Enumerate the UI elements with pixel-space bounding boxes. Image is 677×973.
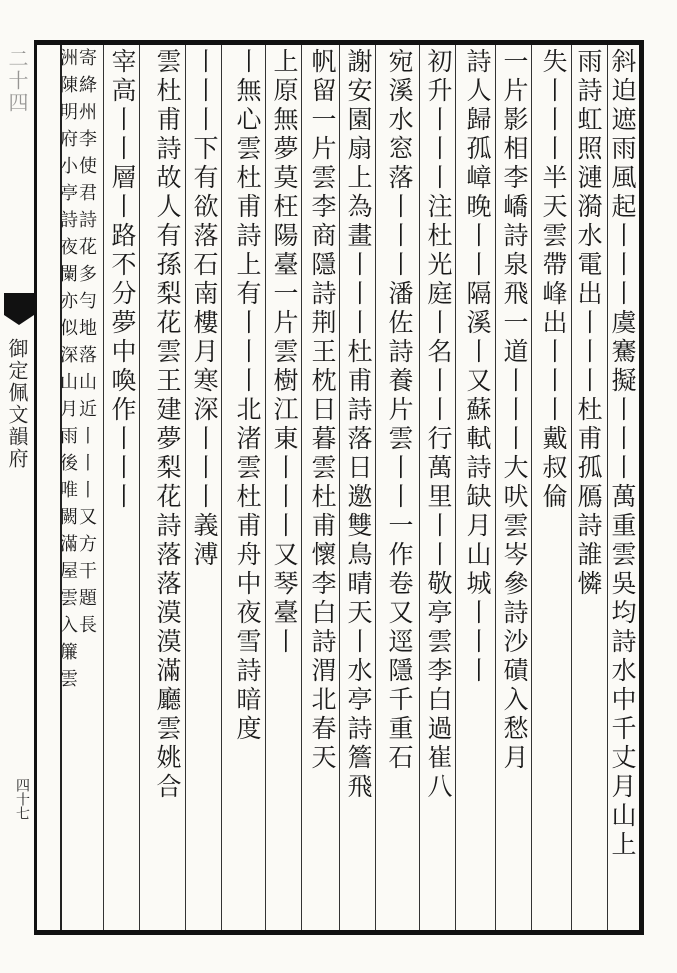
column-rule: [301, 45, 302, 930]
text-column-7: 宛溪水窓落丨丨丨潘佐詩養片雲丨丨一作卷又逕隱千重石: [385, 48, 414, 773]
frame-left-border: [34, 40, 37, 935]
text-column-1: 斜迫遮雨風起丨丨丨虞騫擬丨丨丨萬重雲吳均詩水中千丈月山上: [608, 48, 637, 860]
page-number: 四十七: [14, 778, 30, 820]
column-rule: [531, 45, 532, 930]
column-rule: [139, 45, 140, 930]
frame-right-border: [639, 40, 644, 935]
book-title: 御定佩文韻府: [5, 338, 29, 470]
column-rule: [455, 45, 456, 930]
column-rule: [339, 45, 340, 930]
text-column-6: 初升丨丨丨注杜光庭丨名丨丨行萬里丨丨敬亭雲李白過崔八: [424, 48, 453, 802]
margin-head-fragment: 二十四: [5, 48, 29, 114]
text-column-2: 雨詩虹照漣漪水電出丨丨丨杜甫孤鴈詩誰憐: [574, 48, 603, 599]
text-column-3: 失丨丨丨半天雲帶峰出丨丨丨戴叔倫: [539, 48, 568, 512]
column-rule: [103, 45, 104, 930]
column-rule: [221, 45, 222, 930]
column-rule: [419, 45, 420, 930]
frame-bottom-border: [34, 930, 644, 935]
column-rule: [375, 45, 376, 930]
text-column-4: 一片影相李嶠詩泉飛一道丨丨丨大吠雲岑參詩沙磧入愁月: [500, 48, 529, 773]
text-column-14: 宰高丨丨層丨路不分夢中喚作丨丨丨: [108, 48, 137, 512]
text-column-9: 帆留一片雲李商隱詩荆王枕日暮雲杜甫懷李白詩渭北春天: [308, 48, 337, 773]
text-column-12: 丨丨丨下有欲落石南樓月寒深丨丨丨義溥: [190, 48, 219, 570]
book-margin: [4, 48, 32, 928]
column-rule: [265, 45, 266, 930]
text-column-10: 上原無夢莫枉陽臺一片雲樹江東丨丨丨又琴臺丨: [270, 48, 299, 657]
text-column-8: 謝安園扇上為畫丨丨丨杜甫詩落日邀雙鳥晴天丨水亭詩簷飛: [344, 48, 373, 802]
text-column-16: 洲陳明府小亭詩夜闌亦似深山月雨後唯闕滿屋雲入簾雲: [57, 48, 78, 696]
text-column-13: 雲杜甫詩故人有孫梨花雲王建夢梨花詩落落漠漠滿廳雲姚合: [153, 48, 182, 802]
text-column-5: 詩人歸孤嶂晚丨丨隔溪丨又蘇軾詩缺月山城丨丨丨: [463, 48, 492, 686]
column-rule: [495, 45, 496, 930]
text-column-15: 寄絳州李使君詩花多勻地落山近丨丨丨又方干題長: [76, 48, 97, 642]
fishtail-mark: [4, 293, 34, 315]
text-column-11: 丨無心雲杜甫詩上有丨丨丨北渚雲杜甫舟中夜雪詩暗度: [233, 48, 262, 744]
column-rule: [185, 45, 186, 930]
